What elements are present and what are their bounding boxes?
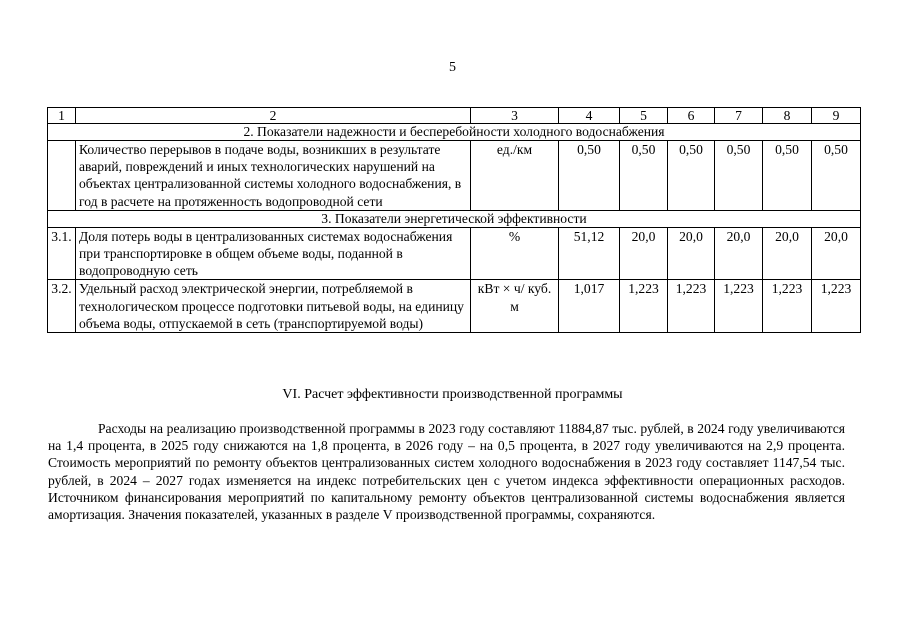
section-title: 3. Показатели энергетической эффективности (48, 210, 861, 227)
value-cell: 0,50 (620, 141, 668, 211)
indicator-name: Доля потерь воды в централизованных системах водоснабжения при транспортировке в общем объеме воды, поданной в водопроводную сеть (76, 227, 471, 280)
section-heading: VI. Расчет эффективности производственной программы (282, 387, 623, 402)
column-header: 4 (559, 108, 620, 124)
unit-cell: ед./км (471, 141, 559, 211)
value-cell: 1,223 (668, 280, 715, 333)
column-header: 1 (48, 108, 76, 124)
unit-cell: кВт × ч/ куб. м (471, 280, 559, 333)
column-header: 7 (715, 108, 763, 124)
value-cell: 0,50 (715, 141, 763, 211)
column-header: 8 (763, 108, 812, 124)
value-cell: 0,50 (812, 141, 861, 211)
column-header: 3 (471, 108, 559, 124)
table-row (48, 141, 861, 211)
column-header: 6 (668, 108, 715, 124)
value-cell: 20,0 (620, 227, 668, 280)
value-cell: 20,0 (812, 227, 861, 280)
value-cell: 0,50 (668, 141, 715, 211)
value-cell: 0,50 (763, 141, 812, 211)
section-row (48, 124, 861, 141)
table-row (48, 280, 861, 333)
row-number (48, 141, 76, 211)
value-cell: 1,223 (620, 280, 668, 333)
row-number: 3.2. (48, 280, 76, 333)
indicator-name: Удельный расход электрической энергии, потребляемой в технологическом процессе подготовки питьевой воды, на единицу объема воды, отпускаемой в сеть (транспортируемой воды) (76, 280, 471, 333)
body-paragraph: Расходы на реализацию производственной программы в 2023 году составляют 11884,87 тыс. рублей, в 2024 году увеличиваются на 1,4 процента, в 2025 году снижаются на 1,8 процента, в 2026 году – на 0,5 процента, в 2027 году увеличиваются на 2,9 процента. Стоимость мероприятий по ремонту объектов централизованных систем холодного водоснабжения в 2023 году составляет 1147,54 тыс. рублей, в 2024 – 2027 годах изменяется на индекс потребительских цен с учетом индекса эффективности операционных расходов. Источником финансирования мероприятий по капитальному ремонту объектов централизованной системы водоснабжения является амортизация. Значения показателей, указанных в разделе V производственной программы, сохраняются. (48, 421, 845, 523)
value-cell: 20,0 (763, 227, 812, 280)
value-cell: 1,223 (812, 280, 861, 333)
value-cell: 20,0 (668, 227, 715, 280)
column-header: 9 (812, 108, 861, 124)
value-cell: 20,0 (715, 227, 763, 280)
unit-cell: % (471, 227, 559, 280)
value-cell: 51,12 (559, 227, 620, 280)
page-number: 5 (449, 60, 456, 75)
value-cell: 0,50 (559, 141, 620, 211)
section-title: 2. Показатели надежности и бесперебойности холодного водоснабжения (48, 124, 861, 141)
section-row (48, 210, 861, 227)
value-cell: 1,223 (763, 280, 812, 333)
value-cell: 1,223 (715, 280, 763, 333)
indicator-name: Количество перерывов в подаче воды, возникших в результате аварий, повреждений и иных технологических нарушений на объектах централизованной системы холодного водоснабжения, в год в расчете на протяженность водопроводной сети (76, 141, 471, 211)
column-header: 5 (620, 108, 668, 124)
table-row (48, 227, 861, 280)
indicators-table (47, 107, 861, 333)
table-header-row (48, 108, 861, 124)
column-header: 2 (76, 108, 471, 124)
value-cell: 1,017 (559, 280, 620, 333)
row-number: 3.1. (48, 227, 76, 280)
